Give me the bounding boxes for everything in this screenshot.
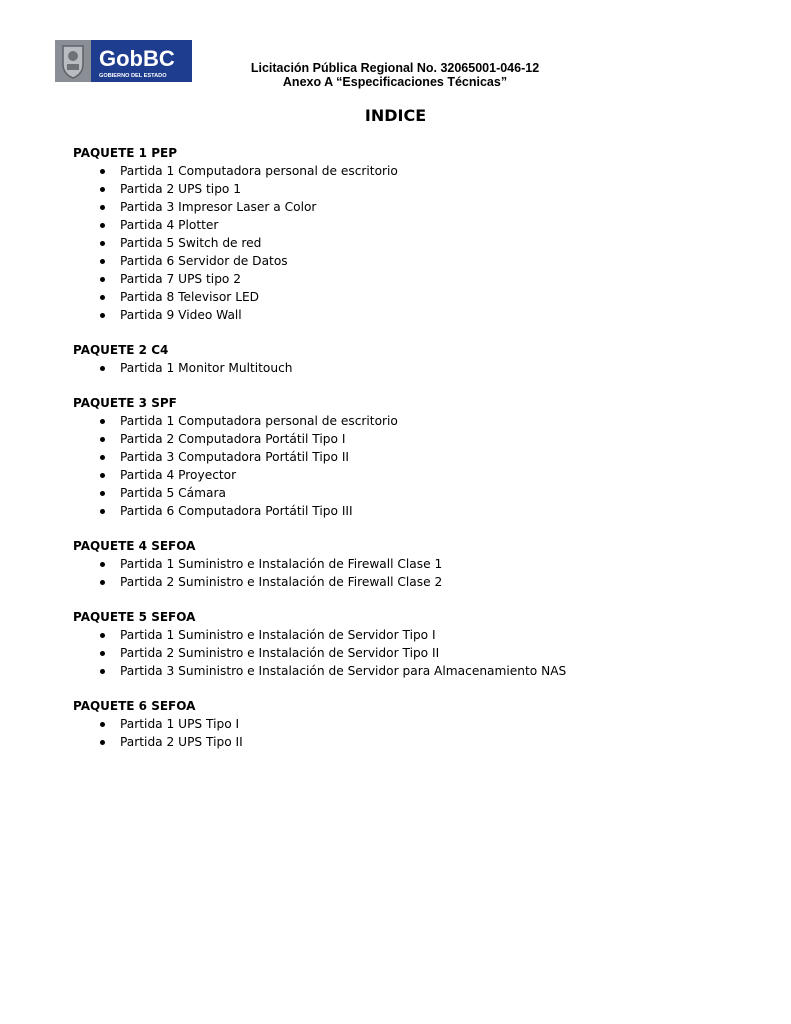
package-item-list xyxy=(73,162,753,324)
list-item-label: Partida 8 Televisor LED xyxy=(120,290,260,304)
list-item xyxy=(73,306,753,324)
list-item xyxy=(73,412,753,430)
package-item-list xyxy=(73,715,753,751)
package-section xyxy=(73,144,753,324)
logo-main-text: GobBC xyxy=(99,46,175,71)
list-item-label: Partida 2 Computadora Portátil Tipo I xyxy=(120,432,346,446)
package-item-list xyxy=(73,359,753,377)
package-section xyxy=(73,697,753,751)
list-item xyxy=(73,252,753,270)
list-item-label: Partida 2 UPS Tipo II xyxy=(120,735,243,749)
list-item-label: Partida 2 UPS tipo 1 xyxy=(120,182,242,196)
bullet-icon xyxy=(100,169,105,174)
bullet-icon xyxy=(100,580,105,585)
bullet-icon xyxy=(100,455,105,460)
bullet-icon xyxy=(100,722,105,727)
bullet-icon xyxy=(100,740,105,745)
logo-sub-text: GOBIERNO DEL ESTADO xyxy=(99,73,167,79)
list-item-label: Partida 2 Suministro e Instalación de Servidor Tipo II xyxy=(120,646,440,660)
package-title: PAQUETE 5 SEFOA xyxy=(73,610,196,624)
package-item-list xyxy=(73,555,753,591)
list-item-label: Partida 3 Suministro e Instalación de Servidor para Almacenamiento NAS xyxy=(120,664,567,678)
list-item-label: Partida 6 Servidor de Datos xyxy=(120,254,288,268)
list-item-label: Partida 1 Suministro e Instalación de Firewall Clase 1 xyxy=(120,557,443,571)
list-item xyxy=(73,466,753,484)
package-section xyxy=(73,537,753,591)
gobbc-logo xyxy=(55,40,192,82)
list-item-label: Partida 1 Suministro e Instalación de Servidor Tipo I xyxy=(120,628,436,642)
package-section xyxy=(73,608,753,680)
list-item xyxy=(73,644,753,662)
list-item-label: Partida 3 Computadora Portátil Tipo II xyxy=(120,450,350,464)
list-item-label: Partida 1 Computadora personal de escritorio xyxy=(120,414,398,428)
list-item-label: Partida 1 UPS Tipo I xyxy=(120,717,240,731)
package-title: PAQUETE 2 C4 xyxy=(73,343,169,357)
list-item-label: Partida 9 Video Wall xyxy=(120,308,242,322)
list-item-label: Partida 4 Proyector xyxy=(120,468,237,482)
package-section xyxy=(73,341,753,377)
bullet-icon xyxy=(100,562,105,567)
bullet-icon xyxy=(100,633,105,638)
package-title: PAQUETE 4 SEFOA xyxy=(73,539,196,553)
index-title: INDICE xyxy=(364,106,427,125)
list-item xyxy=(73,626,753,644)
list-item xyxy=(73,573,753,591)
list-item xyxy=(73,216,753,234)
list-item xyxy=(73,715,753,733)
list-item xyxy=(73,555,753,573)
list-item xyxy=(73,430,753,448)
list-item-label: Partida 2 Suministro e Instalación de Firewall Clase 2 xyxy=(120,575,443,589)
package-title: PAQUETE 3 SPF xyxy=(73,396,177,410)
bullet-icon xyxy=(100,437,105,442)
bullet-icon xyxy=(100,669,105,674)
list-item-label: Partida 1 Computadora personal de escritorio xyxy=(120,164,398,178)
bullet-icon xyxy=(100,366,105,371)
bullet-icon xyxy=(100,259,105,264)
list-item xyxy=(73,288,753,306)
list-item xyxy=(73,448,753,466)
list-item xyxy=(73,733,753,751)
package-title: PAQUETE 1 PEP xyxy=(73,146,177,160)
package-section xyxy=(73,394,753,520)
bullet-icon xyxy=(100,473,105,478)
bullet-icon xyxy=(100,419,105,424)
index-content xyxy=(73,144,753,751)
bullet-icon xyxy=(100,313,105,318)
list-item xyxy=(73,234,753,252)
bullet-icon xyxy=(100,295,105,300)
list-item xyxy=(73,359,753,377)
annex-title: Anexo A “Especificaciones Técnicas” xyxy=(282,75,508,89)
list-item xyxy=(73,162,753,180)
bullet-icon xyxy=(100,223,105,228)
list-item-label: Partida 5 Switch de red xyxy=(120,236,262,250)
list-item xyxy=(73,662,753,680)
list-item xyxy=(73,180,753,198)
list-item-label: Partida 7 UPS tipo 2 xyxy=(120,272,242,286)
tender-title: Licitación Pública Regional No. 32065001-046-12 xyxy=(250,61,540,75)
bullet-icon xyxy=(100,205,105,210)
bullet-icon xyxy=(100,491,105,496)
list-item xyxy=(73,270,753,288)
list-item-label: Partida 5 Cámara xyxy=(120,486,226,500)
bullet-icon xyxy=(100,241,105,246)
bullet-icon xyxy=(100,651,105,656)
bullet-icon xyxy=(100,509,105,514)
bullet-icon xyxy=(100,277,105,282)
list-item xyxy=(73,484,753,502)
state-seal-icon xyxy=(63,46,83,78)
list-item-label: Partida 3 Impresor Laser a Color xyxy=(120,200,317,214)
package-item-list xyxy=(73,626,753,680)
list-item xyxy=(73,198,753,216)
list-item-label: Partida 6 Computadora Portátil Tipo III xyxy=(120,504,353,518)
list-item xyxy=(73,502,753,520)
package-item-list xyxy=(73,412,753,520)
package-title: PAQUETE 6 SEFOA xyxy=(73,699,196,713)
bullet-icon xyxy=(100,187,105,192)
list-item-label: Partida 1 Monitor Multitouch xyxy=(120,361,293,375)
list-item-label: Partida 4 Plotter xyxy=(120,218,219,232)
